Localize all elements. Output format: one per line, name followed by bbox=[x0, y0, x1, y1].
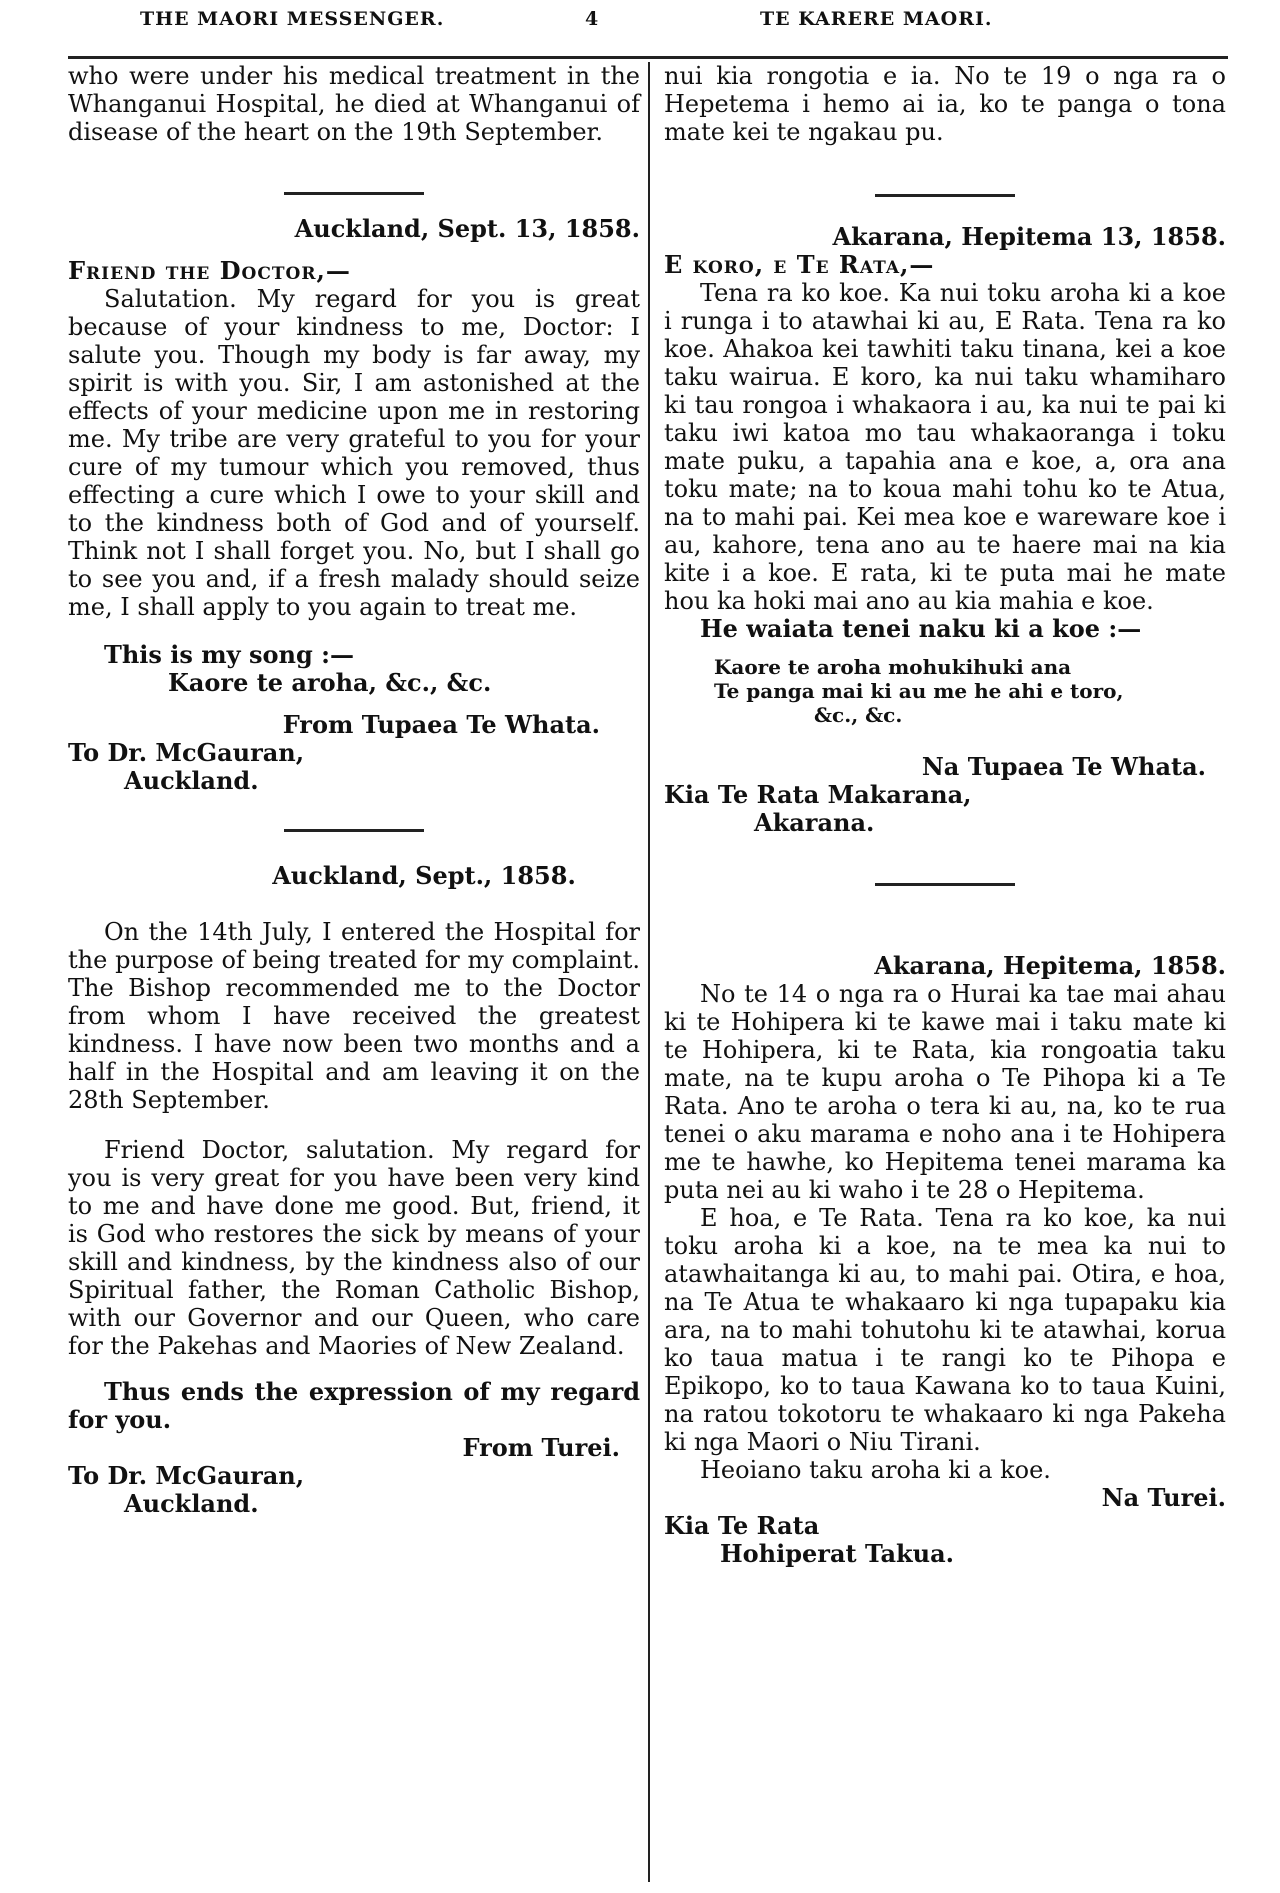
letter1-salutation-maori: E koro, e Te Rata,— bbox=[664, 250, 935, 279]
letter1-from: From Tupaea Te Whata. bbox=[282, 710, 600, 739]
header-maori-title: TE KARERE MAORI. bbox=[760, 8, 993, 30]
letter1-from-maori: Na Tupaea Te Whata. bbox=[921, 752, 1206, 781]
letter1-song-line2-maori: Te panga mai ki au me he ahi e toro, bbox=[714, 679, 1124, 703]
letter1-song-line1-maori: Kaore te aroha mohukihuki ana bbox=[714, 655, 1072, 679]
letter1-to-line2: Auckland. bbox=[124, 766, 259, 795]
letter2-body1: On the 14th July, I entered the Hospital for the purpose of being treated for my complaint. The Bishop recommended me to the Doctor from whom I have received the greatest kindness. I have now been two months and a half in the Hospital and am leaving it on the 28th September. bbox=[68, 918, 640, 1114]
letter2-to-line2: Auckland. bbox=[124, 1489, 259, 1518]
letter1-body: Salutation. My regard for you is great because of your kindness to me, Doctor: I salute you. Though my body is far away, my spirit is with you. Sir, I am astonished at the effects of your medicine upon me in restoring me. My tribe are very grateful to you for your cure of my tumour which you removed, thus effecting a cure which I owe to your skill and to the kindness both of God and of yourself. Think not I shall forget you. No, but I shall go to see you and, if a fresh malady should seize me, I shall apply to you again to treat me. bbox=[68, 285, 640, 621]
letter1-dateline: Auckland, Sept. 13, 1858. bbox=[294, 214, 640, 243]
continued-paragraph-maori: nui kia rongotia e ia. No te 19 o nga ra o Hepetema i hemo ai ia, ko te panga o tona mate kei te ngakau pu. bbox=[664, 62, 1226, 146]
letter1-song-line3-maori: &c., &c. bbox=[814, 703, 903, 727]
letter2-body2: Friend Doctor, salutation. My regard for you is very great for you have been very kind to me and have done me good. But, friend, it is God who restores the sick by means of your skill and kindness, by the kindness also of our Spiritual father, the Roman Catholic Bishop, with our Governor and our Queen, who care for the Pakehas and Maories of New Zealand. bbox=[68, 1136, 640, 1360]
letter1-dateline-maori: Akarana, Hepitema 13, 1858. bbox=[832, 222, 1226, 251]
header-english-title: THE MAORI MESSENGER. bbox=[140, 8, 445, 30]
letter1-song-intro: This is my song :— bbox=[104, 640, 354, 669]
letter1-to-line2-maori: Akarana. bbox=[754, 808, 875, 837]
letter2-to-line1-maori: Kia Te Rata bbox=[664, 1511, 820, 1540]
letter2-body3-maori: Heoiano taku aroha ki a koe. bbox=[700, 1456, 1051, 1484]
letter2-dateline: Auckland, Sept., 1858. bbox=[272, 861, 576, 890]
column-divider bbox=[648, 62, 650, 1882]
letter2-body1-maori: No te 14 o nga ra o Hurai ka tae mai ahau ki te Hohipera ki te kawe mai i taku mate ki te Hohipera, ki te Rata, kia rongoatia taku mate, na te kupu aroha o Te Pihopa ki a Te Rata. Ano te aroha o tera ki au, na, ko te rua tenei o aku marama e noho ana i te Hohipera me te hawhe, ko Hepitema tenei marama ka puta nei au ki waho i te 28 o Hepitema. bbox=[664, 980, 1226, 1204]
header-rule bbox=[68, 56, 1228, 59]
page-number: 4 bbox=[585, 8, 600, 30]
letter2-dateline-maori: Akarana, Hepitema, 1858. bbox=[874, 951, 1226, 980]
letter2-from: From Turei. bbox=[462, 1433, 620, 1462]
letter1-to-line1: To Dr. McGauran, bbox=[68, 738, 305, 767]
letter2-from-maori: Na Turei. bbox=[1101, 1483, 1226, 1512]
letter1-to-line1-maori: Kia Te Rata Makarana, bbox=[664, 780, 972, 809]
letter2-body3: Thus ends the expression of my regard for you. bbox=[68, 1377, 640, 1434]
letter1-song-intro-maori: He waiata tenei naku ki a koe :— bbox=[700, 614, 1142, 643]
letter1-salutation: Friend the Doctor,— bbox=[68, 256, 351, 285]
letter1-body-maori: Tena ra ko koe. Ka nui toku aroha ki a koe i runga i to atawhai ki au, E Rata. Tena ra ko koe. Ahakoa kei tawhiti taku tinana, kei a koe taku wairua. E koro, ka nui taku whamiharo ki tau rongoa i whakaora i au, ka nui te pai ki taku iwi katoa mo tau whakaoranga i toku mate puku, a tapahia ana e koe, a, ora ana toku mate; na to koua mahi tohu ko te Atua, na to mahi pai. Kei mea koe e wareware koe i au, kahore, tena ano au te haere mai na kia kite i a koe. E rata, ki te puta mai he mate hou ka hoki mai ano au kia mahia e koe. bbox=[664, 279, 1226, 615]
english-column bbox=[68, 62, 640, 1873]
letter2-to-line2-maori: Hohiperat Takua. bbox=[720, 1539, 955, 1568]
letter1-song-line: Kaore te aroha, &c., &c. bbox=[168, 668, 492, 697]
continued-paragraph: who were under his medical treatment in the Whanganui Hospital, he died at Whanganui of disease of the heart on the 19th September. bbox=[68, 62, 640, 146]
letter2-to-line1: To Dr. McGauran, bbox=[68, 1461, 305, 1490]
maori-column bbox=[664, 62, 1226, 1873]
letter2-body2-maori: E hoa, e Te Rata. Tena ra ko koe, ka nui toku aroha ki a koe, na te mea ka nui to atawhaitanga ki au, to mahi pai. Otira, e hoa, na Te Atua te whakaaro ki nga tupapaku kia ara, na to mahi tohutohu ki te atawhai, korua ko taua matua i te rangi ko te Pihopa e Epikopo, ko to taua Kawana ko to taua Kuini, na ratou tokotoru te whakaaro ki nga Pakeha ki nga Maori o Niu Tirani. bbox=[664, 1204, 1226, 1456]
page-header bbox=[70, 8, 1220, 38]
